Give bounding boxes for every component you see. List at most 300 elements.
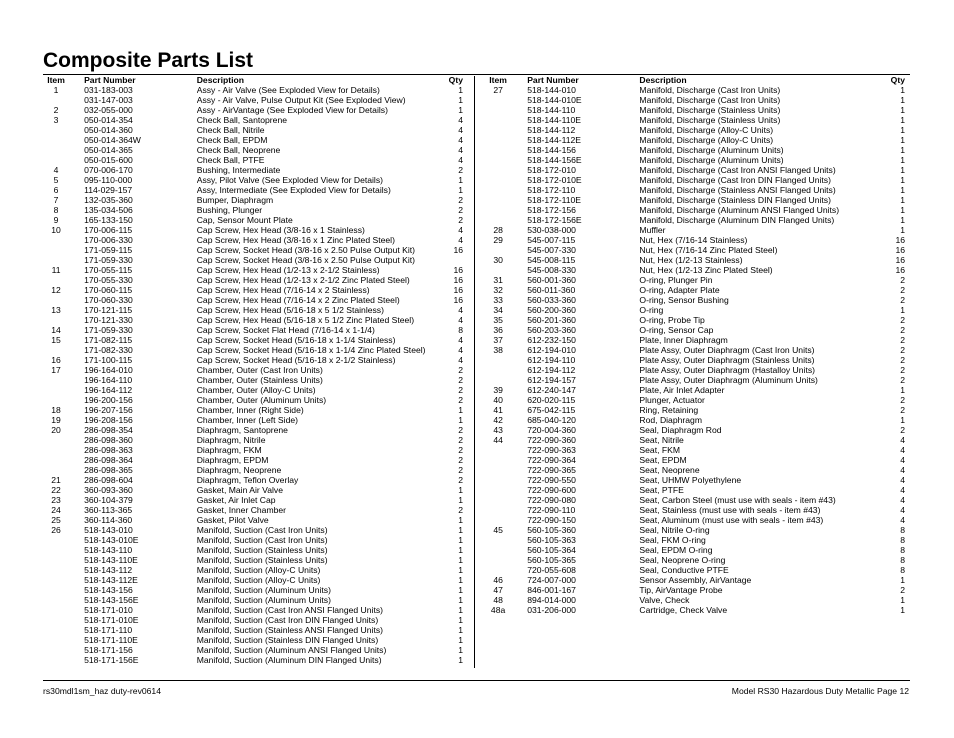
page-title: Composite Parts List xyxy=(43,49,254,72)
table-row xyxy=(485,515,905,525)
row-description: Cap Screw, Socket Head (3/8-16 x 2.50 Pulse Output Kit) xyxy=(196,245,416,255)
row-item: 30 xyxy=(493,255,503,265)
row-part-number: 170-060-115 xyxy=(84,285,133,295)
row-qty: 1 xyxy=(458,525,463,535)
parts-table-right xyxy=(485,75,905,615)
table-row xyxy=(485,215,905,225)
row-qty: 4 xyxy=(900,435,905,445)
row-description: Muffler xyxy=(639,225,666,235)
table-row xyxy=(485,105,905,115)
table-row xyxy=(485,505,905,515)
row-part-number: 518-172-010 xyxy=(527,165,576,175)
row-description: Manifold, Discharge (Aluminum DIN Flanged Units) xyxy=(639,215,835,225)
row-item xyxy=(43,555,69,565)
row-qty: 1 xyxy=(900,155,905,165)
row-qty: 1 xyxy=(458,405,463,415)
table-header xyxy=(43,75,463,85)
row-description: Nut, Hex (1/2-13 Zinc Plated Steel) xyxy=(639,265,773,275)
row-item xyxy=(485,495,511,505)
row-part-number: 032-055-000 xyxy=(84,105,133,115)
row-qty: 1 xyxy=(900,135,905,145)
row-item: 48a xyxy=(490,605,506,615)
row-part-number: 196-164-010 xyxy=(84,365,133,375)
row-part-number: 050-014-360 xyxy=(84,125,133,135)
table-row xyxy=(43,565,463,575)
row-part-number: 286-098-363 xyxy=(84,445,133,455)
row-description: Cap, Sensor Mount Plate xyxy=(196,215,293,225)
table-row xyxy=(485,345,905,355)
row-qty: 4 xyxy=(900,485,905,495)
row-part-number: 518-143-112 xyxy=(84,565,133,575)
table-row xyxy=(43,255,463,265)
row-part-number: 518-143-112E xyxy=(84,575,138,585)
row-description: Manifold, Suction (Aluminum Units) xyxy=(196,595,331,605)
row-item: 45 xyxy=(493,525,503,535)
row-item: 6 xyxy=(53,185,59,195)
table-row xyxy=(43,235,463,245)
row-description: Cap Screw, Hex Head (5/16-18 x 5 1/2 Zinc Plated Steel) xyxy=(196,315,415,325)
row-description: Manifold, Suction (Cast Iron Units) xyxy=(196,535,328,545)
row-item: 40 xyxy=(493,395,503,405)
row-part-number: 196-164-110 xyxy=(84,375,133,385)
row-qty: 2 xyxy=(900,395,905,405)
row-part-number: 560-105-363 xyxy=(527,535,576,545)
table-row xyxy=(43,275,463,285)
row-part-number: 171-059-115 xyxy=(84,245,133,255)
row-qty: 16 xyxy=(895,255,905,265)
row-item xyxy=(43,605,69,615)
table-row xyxy=(43,575,463,585)
row-qty: 4 xyxy=(900,505,905,515)
row-part-number: 518-172-110 xyxy=(527,185,576,195)
row-qty: 1 xyxy=(900,85,905,95)
row-part-number: 560-105-364 xyxy=(527,545,576,555)
table-row xyxy=(43,385,463,395)
table-row xyxy=(43,145,463,155)
row-item: 13 xyxy=(51,305,61,315)
row-qty: 1 xyxy=(458,105,463,115)
table-row xyxy=(43,125,463,135)
table-row xyxy=(485,325,905,335)
table-row xyxy=(43,335,463,345)
row-qty: 1 xyxy=(900,205,905,215)
row-part-number: 170-121-330 xyxy=(84,315,133,325)
row-description: Manifold, Discharge (Aluminum ANSI Flanged Units) xyxy=(639,205,840,215)
row-item xyxy=(43,145,69,155)
table-row xyxy=(485,165,905,175)
row-qty: 1 xyxy=(458,615,463,625)
row-item: 17 xyxy=(51,365,61,375)
row-description: Manifold, Suction (Cast Iron DIN Flanged Units) xyxy=(196,615,379,625)
table-row xyxy=(485,155,905,165)
row-item: 42 xyxy=(493,415,503,425)
row-description: Manifold, Discharge (Cast Iron ANSI Flanged Units) xyxy=(639,165,836,175)
row-description: Diaphragm, Nitrile xyxy=(196,435,266,445)
row-part-number: 196-200-156 xyxy=(84,395,133,405)
row-qty: 2 xyxy=(458,165,463,175)
row-item: 44 xyxy=(493,435,503,445)
row-item: 12 xyxy=(51,285,61,295)
table-row xyxy=(43,325,463,335)
table-row xyxy=(485,335,905,345)
row-qty: 16 xyxy=(453,265,463,275)
table-row xyxy=(485,135,905,145)
row-part-number: 286-098-354 xyxy=(84,425,133,435)
row-qty: 1 xyxy=(458,645,463,655)
row-item xyxy=(485,365,511,375)
table-row xyxy=(43,595,463,605)
row-qty: 8 xyxy=(458,325,463,335)
row-item xyxy=(43,235,69,245)
row-item: 19 xyxy=(51,415,61,425)
row-description: Assy - Air Valve, Pulse Output Kit (See Exploded View) xyxy=(196,95,406,105)
table-row xyxy=(485,575,905,585)
row-description: Cap Screw, Socket Head (5/16-18 x 1-1/4 Stainless) xyxy=(196,335,396,345)
table-row xyxy=(485,385,905,395)
row-item: 5 xyxy=(53,175,59,185)
header-item: Item xyxy=(47,75,65,85)
row-qty: 1 xyxy=(458,95,463,105)
row-description: Cap Screw, Hex Head (1/2-13 x 2-1/2 Stainless) xyxy=(196,265,380,275)
row-description: Diaphragm, Santoprene xyxy=(196,425,288,435)
footer-doc-id: rs30mdl1sm_haz duty-rev0614 xyxy=(43,686,161,696)
row-description: Plate, Inner Diaphragm xyxy=(639,335,728,345)
table-row xyxy=(43,155,463,165)
row-description: Manifold, Discharge (Cast Iron DIN Flanged Units) xyxy=(639,175,831,185)
row-qty: 1 xyxy=(458,415,463,425)
row-qty: 2 xyxy=(900,375,905,385)
row-description: Cap Screw, Hex Head (7/16-14 x 2 Zinc Plated Steel) xyxy=(196,295,400,305)
row-item xyxy=(485,155,511,165)
row-qty: 2 xyxy=(900,325,905,335)
row-qty: 4 xyxy=(458,225,463,235)
table-row xyxy=(43,185,463,195)
row-description: Valve, Check xyxy=(639,595,690,605)
row-qty: 16 xyxy=(453,245,463,255)
row-qty: 2 xyxy=(458,385,463,395)
table-row xyxy=(43,635,463,645)
row-item: 21 xyxy=(51,475,61,485)
row-description: Check Ball, Nitrile xyxy=(196,125,265,135)
row-item xyxy=(485,475,511,485)
table-row xyxy=(43,105,463,115)
table-row xyxy=(485,315,905,325)
row-description: Manifold, Suction (Aluminum Units) xyxy=(196,585,331,595)
row-qty: 2 xyxy=(900,355,905,365)
row-item: 36 xyxy=(493,325,503,335)
row-item xyxy=(485,265,511,275)
row-part-number: 560-105-360 xyxy=(527,525,576,535)
row-item: 33 xyxy=(493,295,503,305)
row-item xyxy=(43,645,69,655)
row-item: 37 xyxy=(493,335,503,345)
table-row xyxy=(43,455,463,465)
row-item xyxy=(485,355,511,365)
row-part-number: 286-098-364 xyxy=(84,455,133,465)
row-item xyxy=(485,565,511,575)
row-description: Manifold, Suction (Stainless Units) xyxy=(196,545,328,555)
row-item: 11 xyxy=(51,265,61,275)
row-description: Seat, FKM xyxy=(639,445,680,455)
row-part-number: 518-171-156E xyxy=(84,655,139,665)
row-description: O-ring, Sensor Cap xyxy=(639,325,714,335)
row-part-number: 171-059-330 xyxy=(84,325,133,335)
row-item: 8 xyxy=(53,205,59,215)
row-part-number: 720-004-360 xyxy=(527,425,576,435)
table-row xyxy=(43,265,463,275)
row-description: Manifold, Suction (Aluminum ANSI Flanged Units) xyxy=(196,645,387,655)
row-part-number: 722-090-365 xyxy=(527,465,576,475)
row-description: Chamber, Inner (Left Side) xyxy=(196,415,298,425)
table-row xyxy=(485,485,905,495)
row-qty: 4 xyxy=(458,355,463,365)
row-qty: 16 xyxy=(453,275,463,285)
row-qty: 1 xyxy=(900,145,905,155)
table-row xyxy=(485,475,905,485)
row-item xyxy=(485,205,511,215)
row-item xyxy=(485,455,511,465)
header-part-number: Part Number xyxy=(527,75,579,85)
row-item xyxy=(485,505,511,515)
row-part-number: 518-143-156 xyxy=(84,585,133,595)
row-description: Manifold, Suction (Stainless ANSI Flanged Units) xyxy=(196,625,384,635)
row-qty: 8 xyxy=(900,525,905,535)
row-description: Chamber, Outer (Stainless Units) xyxy=(196,375,323,385)
row-item xyxy=(43,565,69,575)
row-qty: 4 xyxy=(458,345,463,355)
row-item xyxy=(485,375,511,385)
row-qty: 8 xyxy=(900,555,905,565)
row-part-number: 518-171-010 xyxy=(84,605,133,615)
header-item: Item xyxy=(489,75,507,85)
row-qty: 1 xyxy=(458,185,463,195)
row-description: Cap Screw, Hex Head (3/8-16 x 1 Zinc Plated Steel) xyxy=(196,235,395,245)
row-item xyxy=(485,135,511,145)
row-qty: 8 xyxy=(900,565,905,575)
row-item xyxy=(485,215,511,225)
row-qty: 1 xyxy=(458,585,463,595)
row-qty: 1 xyxy=(458,575,463,585)
table-row xyxy=(485,195,905,205)
row-description: Cap Screw, Socket Head (5/16-18 x 2-1/2 Stainless) xyxy=(196,355,396,365)
row-item xyxy=(485,105,511,115)
row-part-number: 170-055-115 xyxy=(84,265,133,275)
row-qty: 1 xyxy=(900,175,905,185)
table-row xyxy=(43,85,463,95)
row-item xyxy=(485,95,511,105)
row-qty: 1 xyxy=(458,85,463,95)
row-description: Diaphragm, Teflon Overlay xyxy=(196,475,299,485)
row-qty: 1 xyxy=(900,185,905,195)
row-part-number: 286-098-604 xyxy=(84,475,133,485)
row-part-number: 050-014-354 xyxy=(84,115,133,125)
table-row xyxy=(43,375,463,385)
row-qty: 8 xyxy=(900,535,905,545)
row-qty: 2 xyxy=(458,215,463,225)
table-row xyxy=(43,245,463,255)
row-part-number: 171-100-115 xyxy=(84,355,133,365)
row-part-number: 518-172-156E xyxy=(527,215,582,225)
row-item: 38 xyxy=(493,345,503,355)
row-description: Seat, Nitrile xyxy=(639,435,684,445)
row-description: Chamber, Outer (Aluminum Units) xyxy=(196,395,327,405)
row-part-number: 360-093-360 xyxy=(84,485,133,495)
header-part-number: Part Number xyxy=(84,75,136,85)
row-part-number: 612-194-010 xyxy=(527,345,576,355)
row-qty: 2 xyxy=(458,395,463,405)
table-row xyxy=(485,295,905,305)
row-qty: 1 xyxy=(458,555,463,565)
row-description: Bumper, Diaphragm xyxy=(196,195,274,205)
row-part-number: 518-172-156 xyxy=(527,205,576,215)
row-item xyxy=(485,445,511,455)
row-qty: 1 xyxy=(458,595,463,605)
table-row xyxy=(43,485,463,495)
table-row xyxy=(485,115,905,125)
row-item: 35 xyxy=(493,315,503,325)
row-item: 34 xyxy=(493,305,503,315)
row-description: Seal, EPDM O-ring xyxy=(639,545,713,555)
row-part-number: 846-001-167 xyxy=(527,585,576,595)
row-part-number: 170-006-115 xyxy=(84,225,133,235)
table-row xyxy=(485,605,905,615)
row-qty: 2 xyxy=(900,425,905,435)
row-part-number: 360-114-360 xyxy=(84,515,133,525)
row-part-number: 518-171-110E xyxy=(84,635,138,645)
row-description: Manifold, Discharge (Alloy-C Units) xyxy=(639,125,774,135)
row-part-number: 518-171-156 xyxy=(84,645,133,655)
row-part-number: 675-042-115 xyxy=(527,405,576,415)
row-qty: 2 xyxy=(458,375,463,385)
row-item xyxy=(485,515,511,525)
row-description: Manifold, Discharge (Alloy-C Units) xyxy=(639,135,774,145)
row-qty: 2 xyxy=(458,195,463,205)
row-description: Seal, Neoprene O-ring xyxy=(639,555,726,565)
row-part-number: 545-008-330 xyxy=(527,265,576,275)
row-description: Cap Screw, Socket Flat Head (7/16-14 x 1-1/4) xyxy=(196,325,375,335)
row-description: Gasket, Main Air Valve xyxy=(196,485,284,495)
row-item: 2 xyxy=(53,105,59,115)
row-item xyxy=(485,175,511,185)
row-qty: 4 xyxy=(458,125,463,135)
row-item: 7 xyxy=(53,195,59,205)
row-item xyxy=(43,155,69,165)
row-qty: 2 xyxy=(458,465,463,475)
row-description: Cap Screw, Socket Head (3/8-16 x 2.50 Pulse Output Kit) xyxy=(196,255,416,265)
table-row xyxy=(43,365,463,375)
row-part-number: 612-194-112 xyxy=(527,365,576,375)
table-row xyxy=(485,205,905,215)
row-item xyxy=(485,485,511,495)
table-row xyxy=(485,265,905,275)
row-qty: 2 xyxy=(458,425,463,435)
row-description: Cartridge, Check Valve xyxy=(639,605,728,615)
row-part-number: 545-007-115 xyxy=(527,235,576,245)
parts-table-left xyxy=(43,75,463,665)
row-description: Gasket, Air Inlet Cap xyxy=(196,495,276,505)
row-item xyxy=(485,125,511,135)
row-part-number: 070-006-170 xyxy=(84,165,133,175)
row-item: 18 xyxy=(51,405,61,415)
row-part-number: 518-143-010E xyxy=(84,535,139,545)
row-item xyxy=(43,345,69,355)
header-description: Description xyxy=(196,75,244,85)
row-description: Manifold, Suction (Stainless DIN Flanged Units) xyxy=(196,635,379,645)
row-description: Check Ball, Santoprene xyxy=(196,115,288,125)
row-item: 25 xyxy=(51,515,61,525)
row-qty: 1 xyxy=(900,605,905,615)
row-item xyxy=(485,545,511,555)
row-description: Manifold, Discharge (Cast Iron Units) xyxy=(639,85,781,95)
row-item: 27 xyxy=(493,85,503,95)
header-qty: Qty xyxy=(448,75,463,85)
row-qty: 2 xyxy=(900,405,905,415)
row-description: Seal, FKM O-ring xyxy=(639,535,706,545)
row-part-number: 560-011-360 xyxy=(527,285,576,295)
row-description: Seat, Carbon Steel (must use with seals - item #43) xyxy=(639,495,836,505)
row-item xyxy=(43,535,69,545)
table-row xyxy=(485,395,905,405)
row-description: Tip, AirVantage Probe xyxy=(639,585,723,595)
table-row xyxy=(485,465,905,475)
row-part-number: 196-207-156 xyxy=(84,405,133,415)
row-item: 1 xyxy=(53,85,59,95)
row-item xyxy=(43,465,69,475)
row-qty: 1 xyxy=(458,655,463,665)
row-item xyxy=(485,555,511,565)
row-qty: 2 xyxy=(900,275,905,285)
row-part-number: 095-110-000 xyxy=(84,175,133,185)
row-part-number: 560-200-360 xyxy=(527,305,576,315)
row-item xyxy=(43,545,69,555)
row-description: Check Ball, EPDM xyxy=(196,135,268,145)
table-row xyxy=(485,535,905,545)
table-row xyxy=(43,205,463,215)
row-description: Plate, Air Inlet Adapter xyxy=(639,385,725,395)
row-part-number: 560-033-360 xyxy=(527,295,576,305)
row-qty: 16 xyxy=(453,295,463,305)
table-row xyxy=(485,445,905,455)
row-description: Assy, Intermediate (See Exploded View for Details) xyxy=(196,185,391,195)
row-description: Manifold, Discharge (Stainless Units) xyxy=(639,115,781,125)
row-qty: 16 xyxy=(895,235,905,245)
row-item xyxy=(485,245,511,255)
row-item: 15 xyxy=(51,335,61,345)
row-part-number: 050-014-364W xyxy=(84,135,141,145)
table-row xyxy=(43,505,463,515)
table-row xyxy=(43,225,463,235)
row-part-number: 545-008-115 xyxy=(527,255,576,265)
table-row xyxy=(485,595,905,605)
row-description: Sensor Assembly, AirVantage xyxy=(639,575,752,585)
row-description: Plate Assy, Outer Diaphragm (Hastalloy Units) xyxy=(639,365,816,375)
table-row xyxy=(485,285,905,295)
row-part-number: 518-143-110E xyxy=(84,555,138,565)
row-item: 10 xyxy=(51,225,61,235)
row-qty: 2 xyxy=(458,505,463,515)
table-row xyxy=(485,425,905,435)
row-part-number: 170-006-330 xyxy=(84,235,133,245)
row-part-number: 286-098-360 xyxy=(84,435,133,445)
row-description: Nut, Hex (1/2-13 Stainless) xyxy=(639,255,743,265)
table-row xyxy=(43,645,463,655)
row-part-number: 031-147-003 xyxy=(84,95,133,105)
row-qty: 2 xyxy=(900,315,905,325)
row-item: 3 xyxy=(53,115,59,125)
row-description: Plate Assy, Outer Diaphragm (Aluminum Units) xyxy=(639,375,818,385)
row-description: Manifold, Discharge (Stainless Units) xyxy=(639,105,781,115)
row-qty: 4 xyxy=(458,145,463,155)
